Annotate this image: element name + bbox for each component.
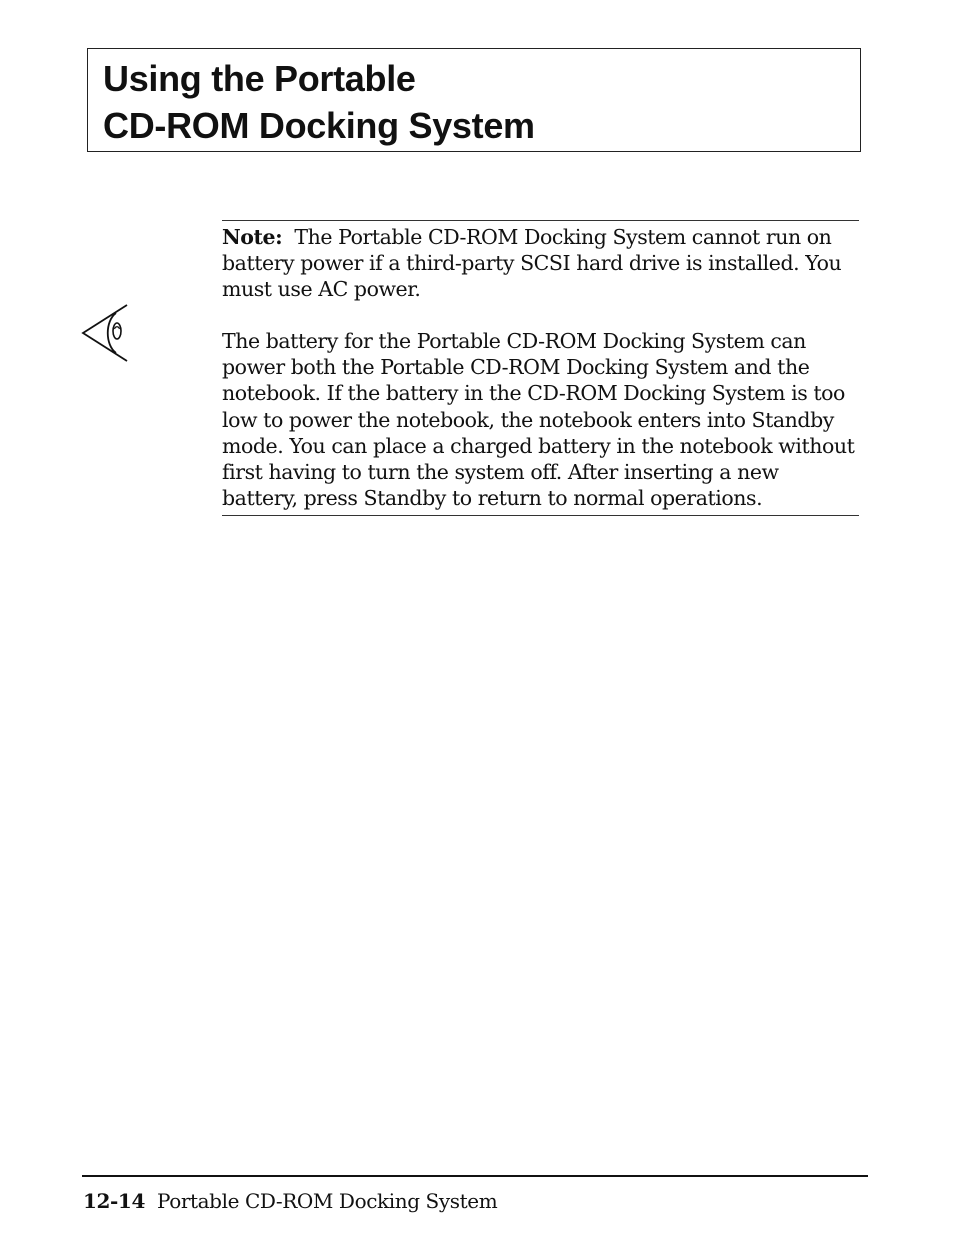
note-text: The Portable CD-ROM Docking System cannot run on battery power if a third-party SCSI hard drive is installed. You must use AC power. [222, 225, 842, 302]
note-block [222, 220, 859, 516]
page-title-line-1: Using the Portable [103, 58, 416, 99]
footer-divider [82, 1175, 868, 1177]
note-paragraph [222, 224, 859, 302]
page-title-line-2: CD-ROM Docking System [103, 105, 535, 146]
page-number: 12-14 [83, 1189, 145, 1213]
note-label: Note: [222, 225, 283, 249]
eye-icon [81, 304, 129, 362]
footer-section-title: Portable CD-ROM Docking System [156, 1189, 498, 1213]
battery-paragraph: The battery for the Portable CD-ROM Docking System can power both the Portable CD-ROM Docking System and the notebook. If the battery in the CD-ROM Docking System is too low to power the notebook, the notebook enters into Standby mode. You can place a charged battery in the notebook without first having to turn the system off. After inserting a new battery, press Standby to return to normal operations. [222, 329, 855, 510]
page-footer [83, 1188, 497, 1214]
chapter-title-box [87, 48, 861, 152]
